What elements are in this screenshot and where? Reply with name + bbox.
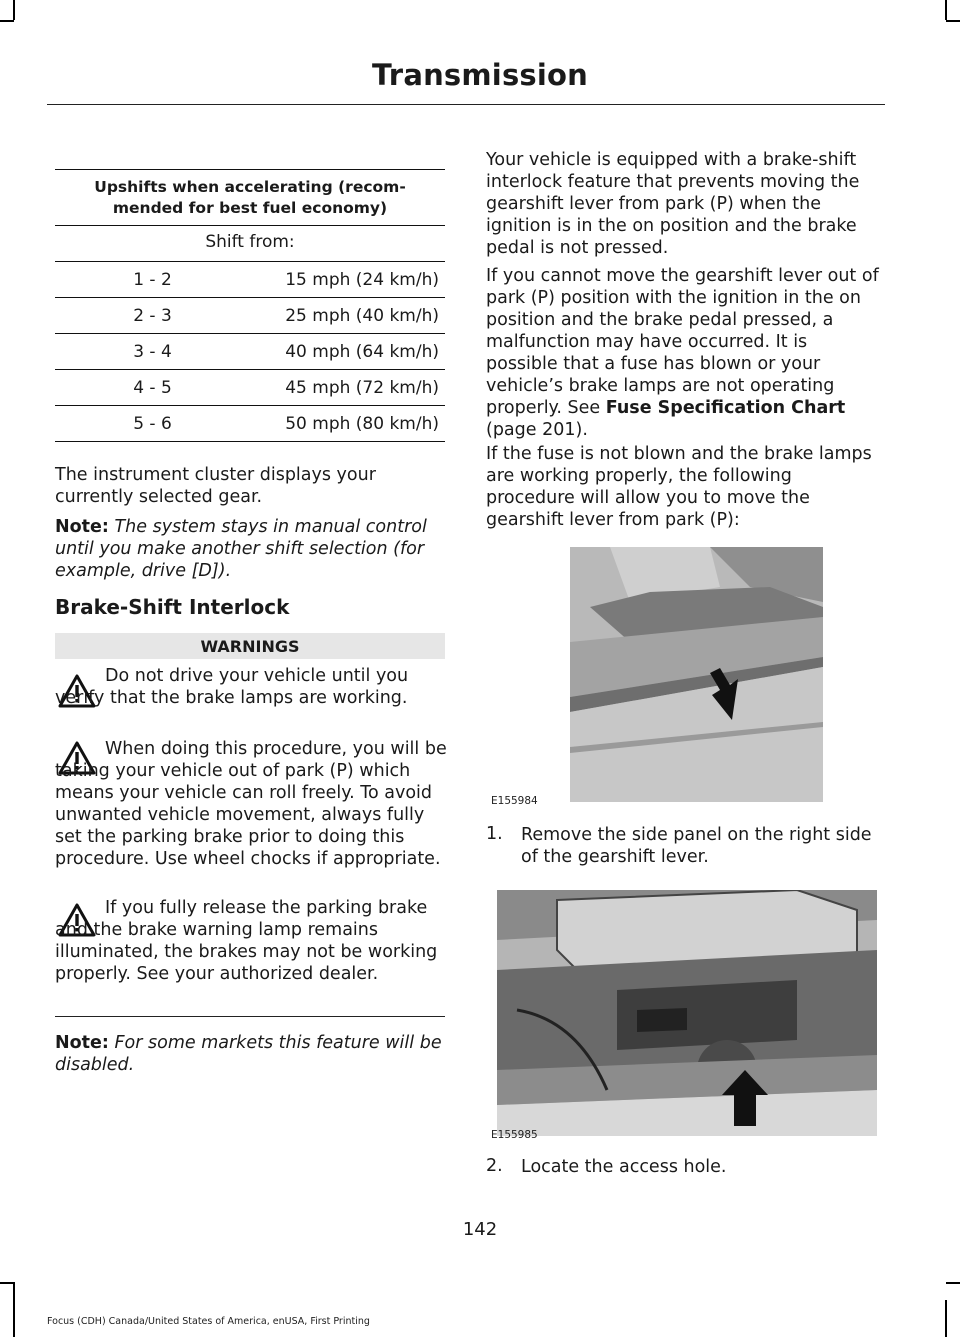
- gearshift-illustration: [570, 547, 823, 802]
- cluster-paragraph: The instrument cluster displays your currently selected gear.: [55, 465, 376, 507]
- speed-cell: 50 mph (80 km/h): [250, 406, 445, 442]
- gear-cell: 4 - 5: [55, 370, 250, 406]
- speed-cell: 40 mph (64 km/h): [250, 334, 445, 370]
- table-heading: Upshifts when accelerating (recom- mended for best fuel economy): [55, 170, 445, 226]
- table-subheading: Shift from:: [55, 226, 445, 262]
- gear-cell: 3 - 4: [55, 334, 250, 370]
- step-number: 2.: [486, 1156, 503, 1176]
- gear-cell: 5 - 6: [55, 406, 250, 442]
- section-heading: Brake-Shift Interlock: [55, 595, 290, 619]
- table-row: [55, 334, 445, 370]
- figure-code: E155984: [491, 795, 538, 807]
- warning-text: When doing this procedure, you will be taking your vehicle out of park (P) which means your vehicle can roll freely. To avoid unwanted vehicle movement, always fully set the parking brake prior to doing this procedure. Use wheel chocks if appropriate.: [55, 739, 447, 869]
- gearshift-figure: [570, 547, 823, 802]
- note-paragraph: [55, 516, 447, 582]
- fuse-chart-link[interactable]: Fuse Specification Chart: [605, 398, 846, 418]
- header-divider: [47, 104, 885, 105]
- interlock-paragraph: Your vehicle is equipped with a brake-shift interlock feature that prevents moving the gearshift lever from park (P) when the ignition is in the on position and the brake pedal is not pressed.: [486, 150, 860, 258]
- warnings-divider: [55, 1016, 445, 1017]
- crop-mark: [13, 0, 15, 20]
- gear-cell: 2 - 3: [55, 298, 250, 334]
- note-text: For some markets this feature will be disabled.: [55, 1033, 442, 1075]
- page-number: 142: [462, 1219, 498, 1240]
- access-hole-figure: [497, 890, 877, 1136]
- table-row: [55, 298, 445, 334]
- note-label: Note:: [55, 1033, 109, 1053]
- figure-code: E155985: [491, 1129, 538, 1141]
- page-reference: (page 201).: [486, 420, 588, 440]
- upshift-table: [55, 169, 445, 442]
- malfunction-paragraph: [486, 265, 880, 441]
- warnings-title: WARNINGS: [55, 633, 445, 659]
- crop-mark: [946, 20, 960, 22]
- note-paragraph: [55, 1032, 447, 1076]
- step-text: Locate the access hole.: [521, 1157, 727, 1177]
- speed-cell: 15 mph (24 km/h): [250, 262, 445, 298]
- crop-mark: [13, 1282, 15, 1337]
- warning-text: If you fully release the parking brake and the brake warning lamp remains illuminated, the brakes may not be working properly. See your authorized dealer.: [55, 898, 438, 984]
- speed-cell: 25 mph (40 km/h): [250, 298, 445, 334]
- page-title: Transmission: [372, 58, 588, 92]
- table-row: [55, 406, 445, 442]
- access-hole-illustration: [497, 890, 877, 1136]
- step-number: 1.: [486, 824, 503, 844]
- crop-mark: [945, 1300, 947, 1337]
- table-row: [55, 262, 445, 298]
- crop-mark: [0, 1282, 14, 1284]
- crop-mark: [945, 0, 947, 20]
- gear-cell: 1 - 2: [55, 262, 250, 298]
- note-label: Note:: [55, 517, 109, 537]
- warning-text: Do not drive your vehicle until you verify that the brake lamps are working.: [55, 666, 409, 708]
- note-text: The system stays in manual control until you make another shift selection (for example, drive [D]).: [55, 517, 427, 581]
- crop-mark: [0, 20, 14, 22]
- step-text: Remove the side panel on the right side of the gearshift lever.: [521, 825, 872, 867]
- procedure-paragraph: If the fuse is not blown and the brake lamps are working properly, the following procedure will allow you to move the gearshift lever from park (P):: [486, 444, 872, 530]
- malfunction-text: If you cannot move the gearshift lever out of park (P) position with the ignition in the on position and the brake pedal pressed, a malfunction may have occurred. It is possible that a fuse has blown or your vehicle’s brake lamps are not operating properly. See: [486, 266, 879, 418]
- edition-footer: Focus (CDH) Canada/United States of America, enUSA, First Printing: [47, 1316, 370, 1327]
- speed-cell: 45 mph (72 km/h): [250, 370, 445, 406]
- crop-mark: [946, 1282, 960, 1284]
- table-row: [55, 370, 445, 406]
